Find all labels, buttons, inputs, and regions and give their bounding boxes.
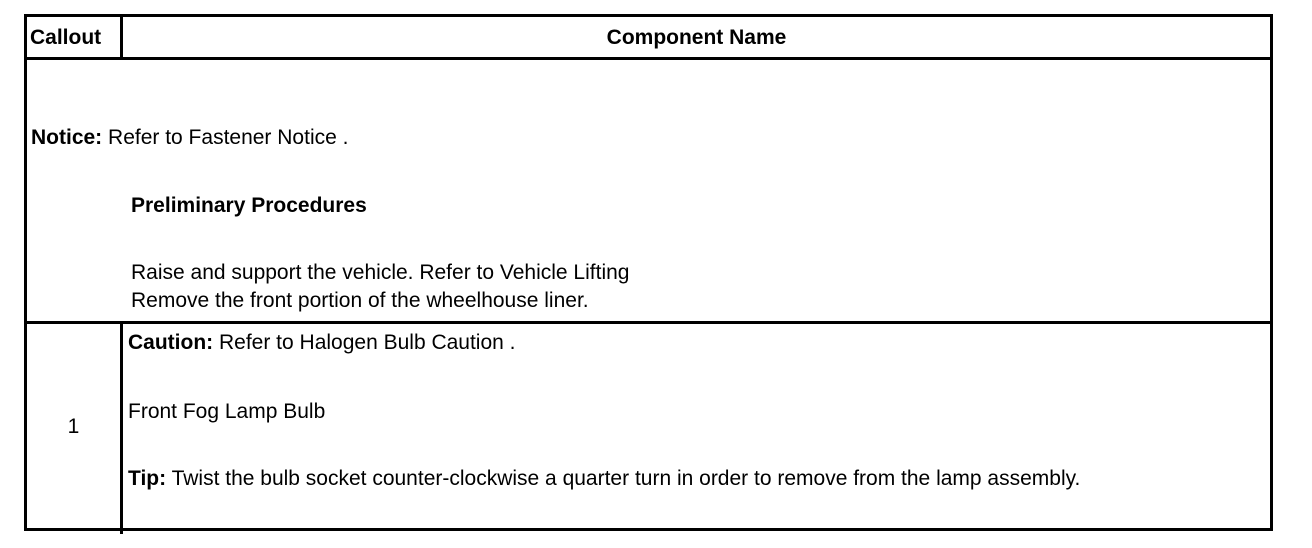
procedure-table [24,14,1273,531]
preliminary-step-2: Remove the front portion of the wheelhouse liner. [131,289,589,312]
notice-label: Notice: [31,126,103,149]
caution-line [128,330,516,356]
caution-text: Refer to Halogen Bulb Caution . [213,331,516,354]
tip-label: Tip: [128,467,167,490]
header-divider [27,57,1270,60]
callout-column-header: Callout [30,26,102,49]
notice-text: Refer to Fastener Notice . [102,126,349,149]
callout-number: 1 [67,415,80,438]
preliminary-step-1: Raise and support the vehicle. Refer to Vehicle Lifting [131,261,630,284]
caution-label: Caution: [128,331,214,354]
notice-line [31,125,348,151]
row-divider [27,321,1270,324]
row1-column-divider [120,322,123,534]
tip-text: Twist the bulb socket counter-clockwise a quarter turn in order to remove from the lamp assembly. [166,467,1081,490]
component-name-column-header: Component Name [606,26,787,49]
tip-line [128,466,1080,492]
preliminary-procedures-heading: Preliminary Procedures [131,194,367,217]
component-name: Front Fog Lamp Bulb [128,400,326,423]
